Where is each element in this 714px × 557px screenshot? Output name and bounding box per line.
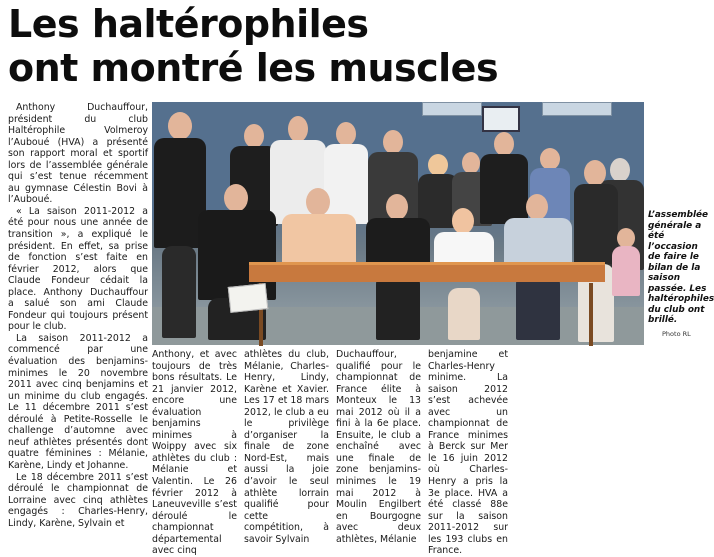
paragraph: « La saison 2011-2012 a été pour nous une année de transition », a expliqué le président. En effet, sa prise de fonction s’est faite en février 2012, alors que Claude Fondeur cédait la place. Anthony Duchauffour a salué son ami Claude Fondeur qui toujours présent pour le club. [8,205,148,333]
document-paper [228,283,269,313]
paragraph: Le 18 décembre 2011 s’est déroulé le championnat de Lorraine avec cinq athlètes engagés : Charles-Henry, Lindy, Karène, Sylvain et [8,471,148,529]
table [249,262,605,282]
paragraph: Duchauffour, qualifié pour le championnat de France élite à Monteux le 13 mai 2012 où il a fini à la 6e place. Ensuite, le club a enchaîné avec une finale de zone benjamins-minimes le 19 mai 2012 à Moulin Engilbert en Bourgogne avec deux athlètes, Mélanie [336,349,421,545]
paragraph: athlètes du club, Mélanie, Charles-Henry, Lindy, Karène et Xavier. Les 17 et 18 mars 2012, le club a eu le privilège d’organiser la finale de zone Nord-Est, mais aussi la joie d’avoir le seul athlète lorrain qualifié pour cette compétition, à savoir Sylvain [244,349,329,545]
photo-credit: Photo RL [662,330,691,338]
person [154,112,204,342]
headline-line-1: Les haltérophiles [8,2,369,46]
paragraph: Anthony Duchauffour, président du club Haltérophile Volmeroy l’Auboué (HVA) a présenté son rapport moral et sportif lors de l’assemblée générale qui s’est tenue récemment au gymnase Célestin Bovi à l’Auboué. [8,102,148,206]
article-column-5 [428,349,508,557]
article-column-3 [244,349,329,545]
person [282,188,356,318]
photo-caption: L’assemblée générale a été l’occasion de faire le bilan de la saison passée. Les haltérophiles du club ont brillé. [648,210,714,325]
headline-line-2: ont montré les muscles [8,46,499,90]
person [612,228,640,338]
basketball-backboard [482,106,520,132]
paragraph: La saison 2011-2012 a commencé par une évaluation des benjamins-minimes le 20 novembre 2011 avec cinq benjamins et un minime du club engagés. Le 11 décembre 2011 s’est déroulé à Petite-Rosselle le challenge d’automne avec neuf athlètes présentés dont quatre féminines : Mélanie, Karène, Lindy et Johanne. [8,332,148,471]
photo-window [542,102,612,116]
paragraph: Anthony, et avec toujours de très bons résultats. Le 21 janvier 2012, encore une évaluation benjamins minimes à Woippy avec six athlètes du club : Mélanie et Valentin. Le 26 février 2012 à Laneuveville s’est déroulé le championnat départemental avec cinq [152,349,237,557]
group-photo [152,102,644,345]
photo-window [422,102,482,116]
article-column-4 [336,349,421,545]
article-column-1 [8,102,148,529]
article-column-2 [152,349,237,557]
paragraph: benjamine et Charles-Henry minime. La saison 2012 s’est achevée avec un championnat de France minimes à Berck sur Mer le 16 juin 2012 où Charles-Henry a pris la 3e place. HVA a été classé 88e sur la saison 2011-2012 sur les 193 clubs en France. [428,349,508,557]
headline [8,2,708,90]
